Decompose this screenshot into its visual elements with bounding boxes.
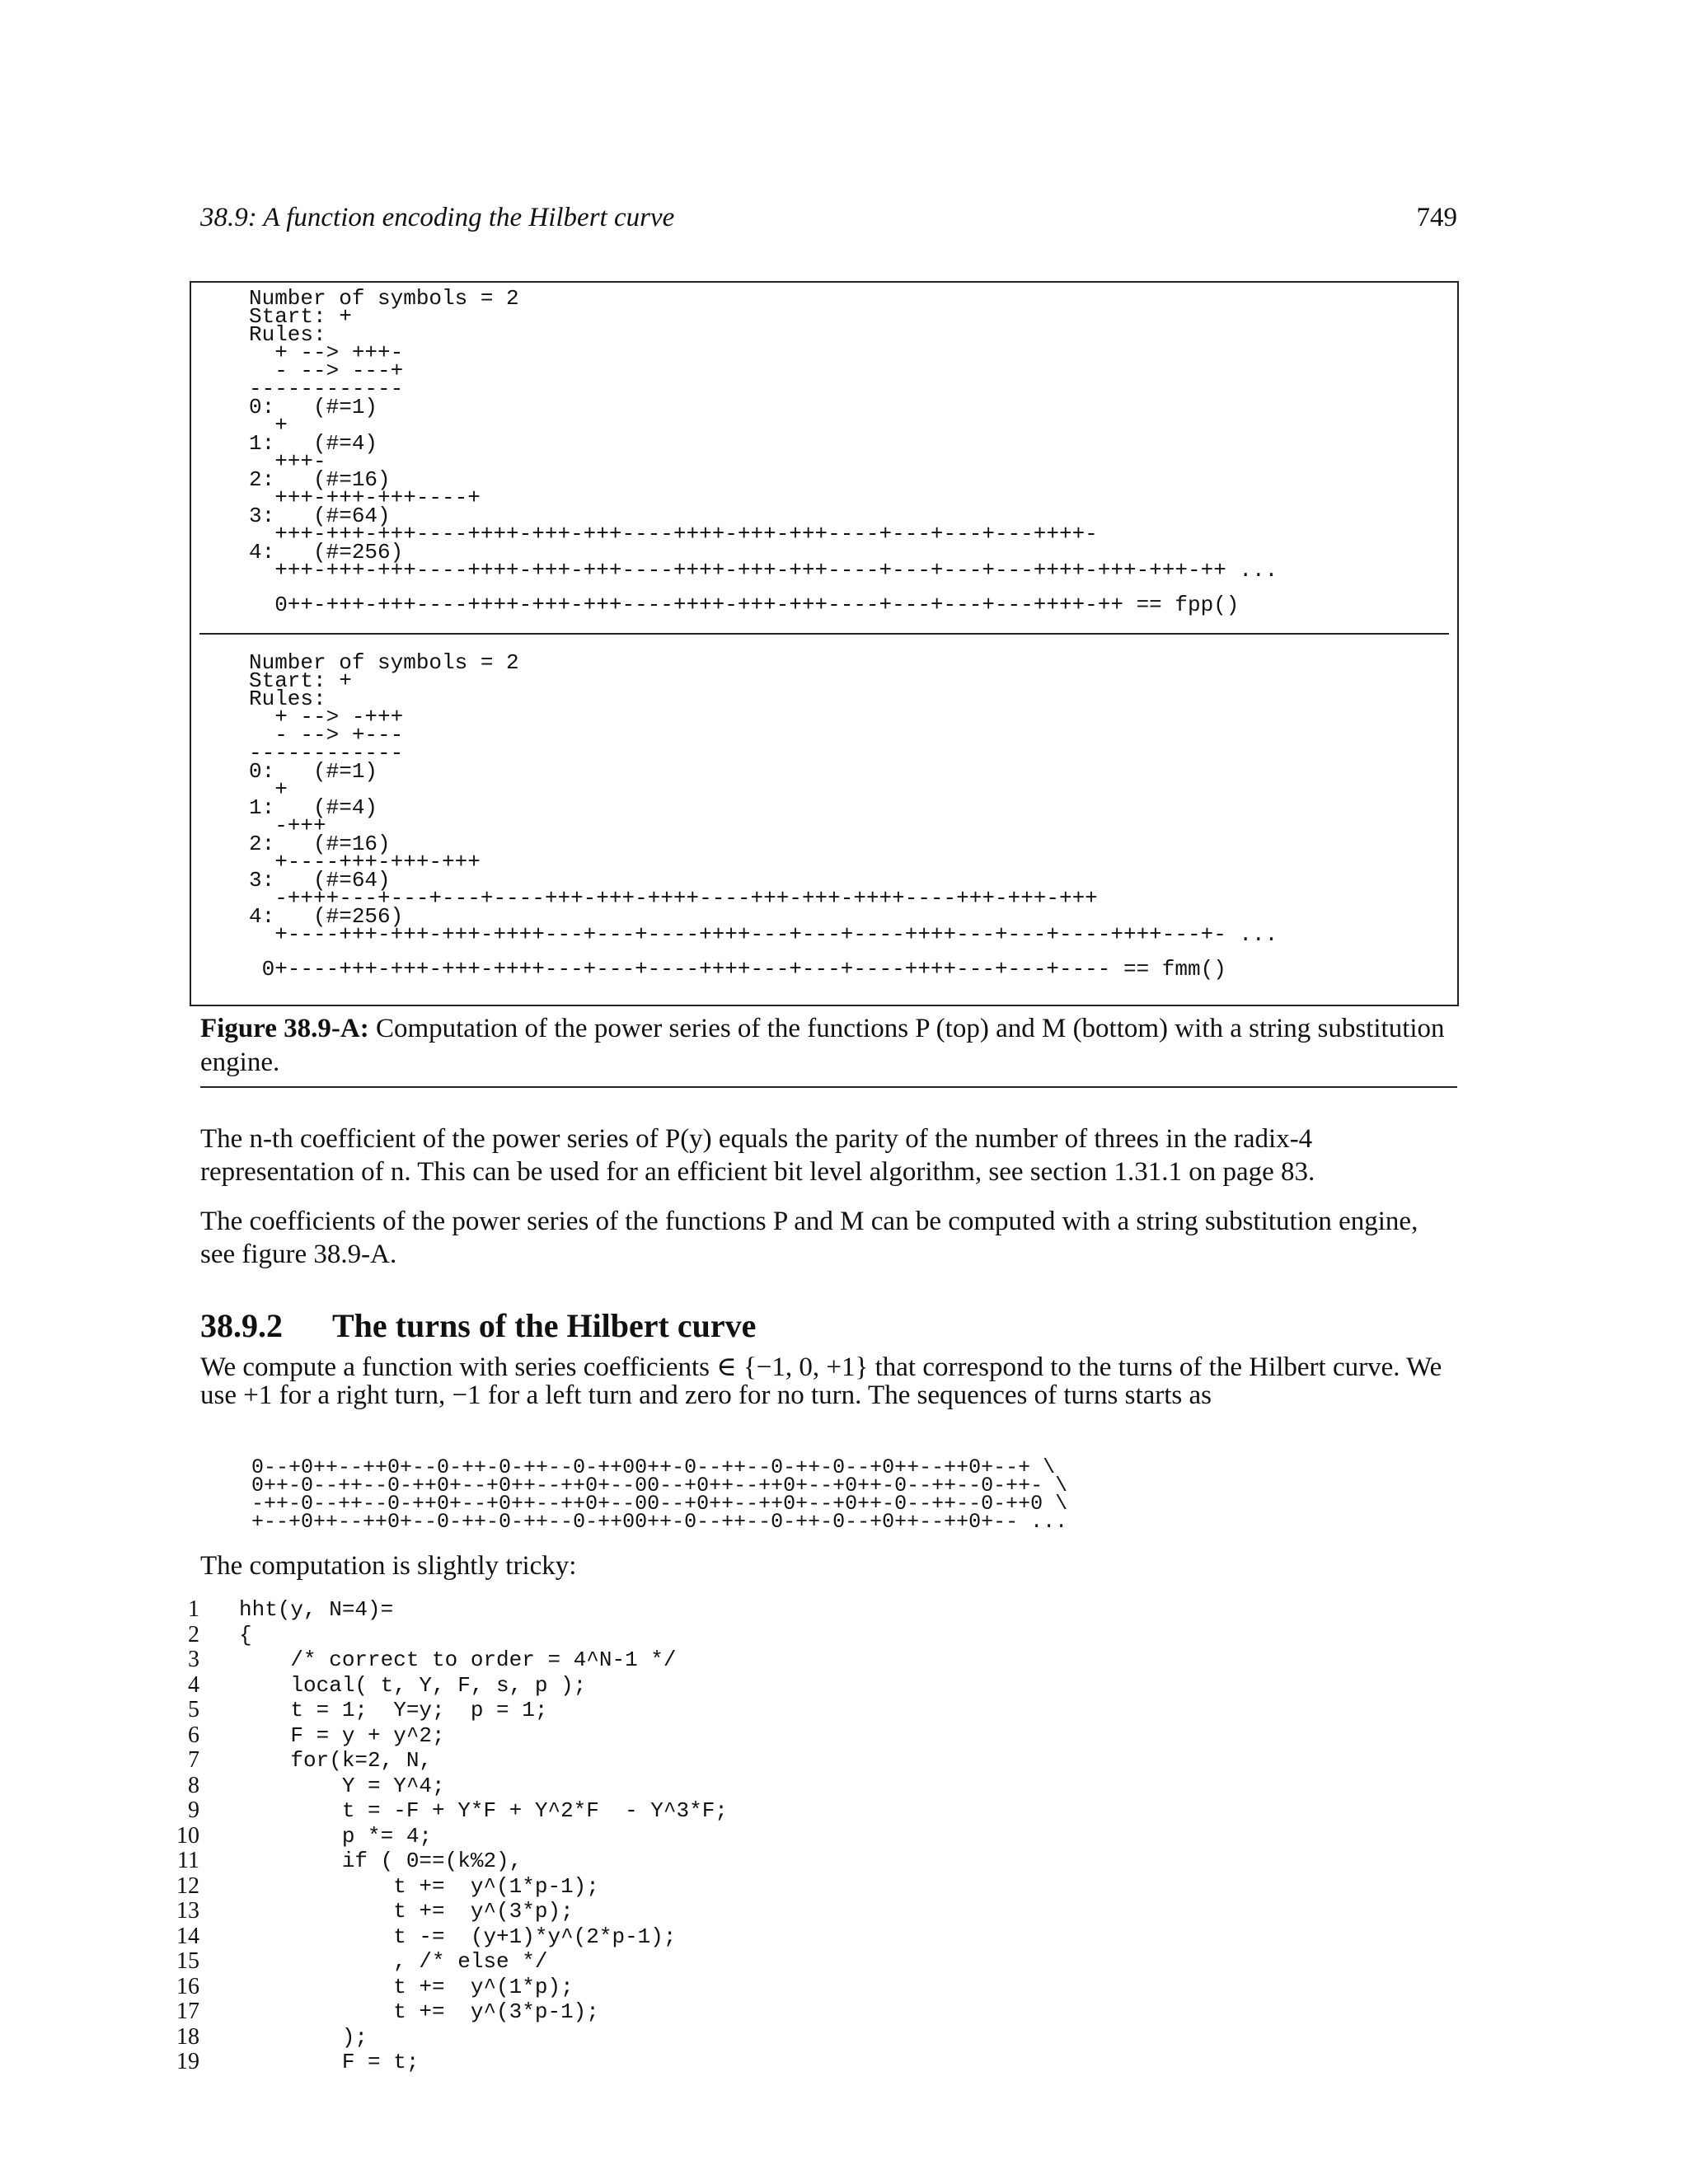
line-number: 14 <box>176 1923 199 1949</box>
line-number: 12 <box>176 1872 199 1899</box>
turn-sequence-line: -++-0--++--0-++0+--+0++--++0+--00--+0++--++0+--+0++-0--++--0-++0 \ <box>251 1492 1068 1516</box>
paragraph-turns-intro: We compute a function with series coefficients ∈ {−1, 0, +1} that correspond to the turns of the Hilbert curve. We use +1 for a right turn, −1 for a left turn and zero for no turn. The sequences of turns starts as <box>200 1352 1442 1410</box>
line-number: 6 <box>188 1722 199 1748</box>
figure-line: Number of symbols = 2 <box>249 286 519 311</box>
figure-line: +++- <box>249 449 326 474</box>
figure-line: + <box>249 777 288 802</box>
line-number: 7 <box>188 1747 199 1773</box>
figure-line: 1: (#=4) <box>249 795 378 820</box>
paragraph-string-substitution: The coefficients of the power series of the functions P and M can be computed with a string substitution engine, see figure 38.9-A. <box>200 1207 1418 1269</box>
figure-line: 3: (#=64) <box>249 504 391 528</box>
figure-line: 2: (#=16) <box>249 832 391 856</box>
figure-line: ------------ <box>249 741 404 766</box>
code-line: for(k=2, N, <box>239 1748 433 1773</box>
code-line: t += y^(3*p); <box>239 1899 574 1924</box>
code-line: p *= 4; <box>239 1823 433 1849</box>
code-line: F = y + y^2; <box>239 1722 445 1748</box>
code-line: , /* else */ <box>239 1949 548 1974</box>
turn-sequence <box>251 1455 1068 1534</box>
line-number: 19 <box>176 2049 199 2074</box>
section-heading <box>200 1306 756 1345</box>
figure-line: Start: + <box>249 304 352 329</box>
line-number: 11 <box>177 1848 199 1873</box>
figure-line: +----+++-+++-+++ <box>249 850 481 874</box>
figure-line: +++-+++-+++----+ <box>249 485 481 510</box>
figure-panel-top <box>249 286 1419 617</box>
code-line: hht(y, N=4)= <box>239 1597 394 1622</box>
code-line: t += y^(3*p-1); <box>239 1999 599 2024</box>
paragraph-tricky: The computation is slightly tricky: <box>200 1551 577 1581</box>
line-number: 13 <box>176 1898 199 1924</box>
figure-result-fpp: 0++-+++-+++----++++-+++-+++----++++-+++-+++----+---+---+---++++-++ == fpp() <box>249 593 1240 617</box>
figure-line: + --> -+++ <box>249 705 404 729</box>
line-number: 17 <box>176 1999 199 2024</box>
figure-caption-label: Figure 38.9-A: <box>200 1014 369 1043</box>
figure-line: +----+++-+++-+++-++++---+---+----++++---+---+----++++---+---+----++++---+- ... <box>249 922 1278 947</box>
code-line: t = -F + Y*F + Y^2*F - Y^3*F; <box>239 1798 728 1823</box>
figure-38-9-a <box>190 281 1459 1006</box>
code-line: Y = Y^4; <box>239 1773 445 1798</box>
line-number: 5 <box>188 1697 199 1722</box>
line-number: 1 <box>188 1596 199 1622</box>
line-number: 15 <box>176 1948 199 1974</box>
figure-line: 3: (#=64) <box>249 868 391 893</box>
figure-line: + <box>249 413 288 438</box>
figure-line: 1: (#=4) <box>249 431 378 456</box>
turn-sequence-line: 0++-0--++--0-++0+--+0++--++0+--00--+0++--++0+--+0++-0--++--0-++- \ <box>251 1474 1068 1497</box>
code-line: if ( 0==(k%2), <box>239 1849 523 1873</box>
paragraph-parity: The n-th coefficient of the power series of P(y) equals the parity of the number of threes in the radix-4 representation of n. This can be used for an efficient bit level algorithm, see section 1.31.1 on page 83. <box>200 1124 1315 1187</box>
figure-line: 4: (#=256) <box>249 540 404 565</box>
line-number: 16 <box>176 1973 199 1999</box>
figure-line: ------------ <box>249 377 404 401</box>
figure-line: 2: (#=16) <box>249 467 391 492</box>
code-line: ); <box>239 2024 368 2050</box>
line-number: 2 <box>188 1621 199 1647</box>
line-number: 9 <box>188 1797 199 1823</box>
line-number: 8 <box>188 1772 199 1798</box>
code-line: { <box>239 1622 252 1647</box>
figure-line: -++++---+---+---+----+++-+++-++++----+++-+++-++++----+++-+++-+++ <box>249 886 1098 911</box>
figure-line: Rules: <box>249 687 326 711</box>
line-number: 18 <box>176 2023 199 2050</box>
figure-line: + --> +++- <box>249 340 404 365</box>
figure-line: - --> +--- <box>249 723 404 748</box>
code-line: t -= (y+1)*y^(2*p-1); <box>239 1924 677 1949</box>
figure-divider <box>199 633 1449 635</box>
figure-line: 0: (#=1) <box>249 759 378 784</box>
turn-sequence-line: 0--+0++--++0+--0-++-0-++--0-++00++-0--++--0-++-0--+0++--++0+--+ \ <box>251 1455 1056 1479</box>
line-number: 10 <box>176 1822 199 1849</box>
figure-line: Number of symbols = 2 <box>249 650 519 675</box>
figure-line: Rules: <box>249 322 326 347</box>
section-number: 38.9.2 <box>200 1307 283 1344</box>
line-number: 4 <box>188 1671 199 1698</box>
figure-line: +++-+++-+++----++++-+++-+++----++++-+++-+++----+---+---+---++++-+++-+++-++ ... <box>249 558 1278 583</box>
section-title: The turns of the Hilbert curve <box>332 1307 757 1344</box>
turn-sequence-line: +--+0++--++0+--0-++-0-++--0-++00++-0--++--0-++-0--+0++--++0+-- ... <box>251 1510 1068 1534</box>
figure-result-fmm: 0+----+++-+++-+++-++++---+---+----++++---+---+----++++---+---+---- == fmm() <box>249 957 1226 982</box>
figure-line: 0: (#=1) <box>249 395 378 419</box>
figure-caption <box>200 1012 1457 1080</box>
figure-line: 4: (#=256) <box>249 904 404 929</box>
running-header-title: 38.9: A function encoding the Hilbert curve <box>200 203 675 232</box>
figure-line: Start: + <box>249 668 352 693</box>
code-line: t = 1; Y=y; p = 1; <box>239 1698 548 1722</box>
page-number: 749 <box>1416 203 1457 232</box>
figure-line: -+++ <box>249 813 326 838</box>
code-line: /* correct to order = 4^N-1 */ <box>239 1647 677 1672</box>
code-line: local( t, Y, F, s, p ); <box>239 1672 587 1698</box>
figure-line: +++-+++-+++----++++-+++-+++----++++-+++-+++----+---+---+---++++- <box>249 522 1098 546</box>
code-line: t += y^(1*p-1); <box>239 1873 599 1899</box>
figure-panel-bottom <box>249 650 1419 982</box>
figure-caption-text: Computation of the power series of the functions P (top) and M (bottom) with a string substitution engine. <box>200 1014 1445 1077</box>
code-line: t += y^(1*p); <box>239 1974 574 1999</box>
running-header <box>200 203 1457 242</box>
code-line: F = t; <box>239 2050 420 2074</box>
caption-rule <box>200 1086 1457 1088</box>
line-number: 3 <box>188 1647 199 1672</box>
figure-line: - --> ---+ <box>249 359 404 383</box>
